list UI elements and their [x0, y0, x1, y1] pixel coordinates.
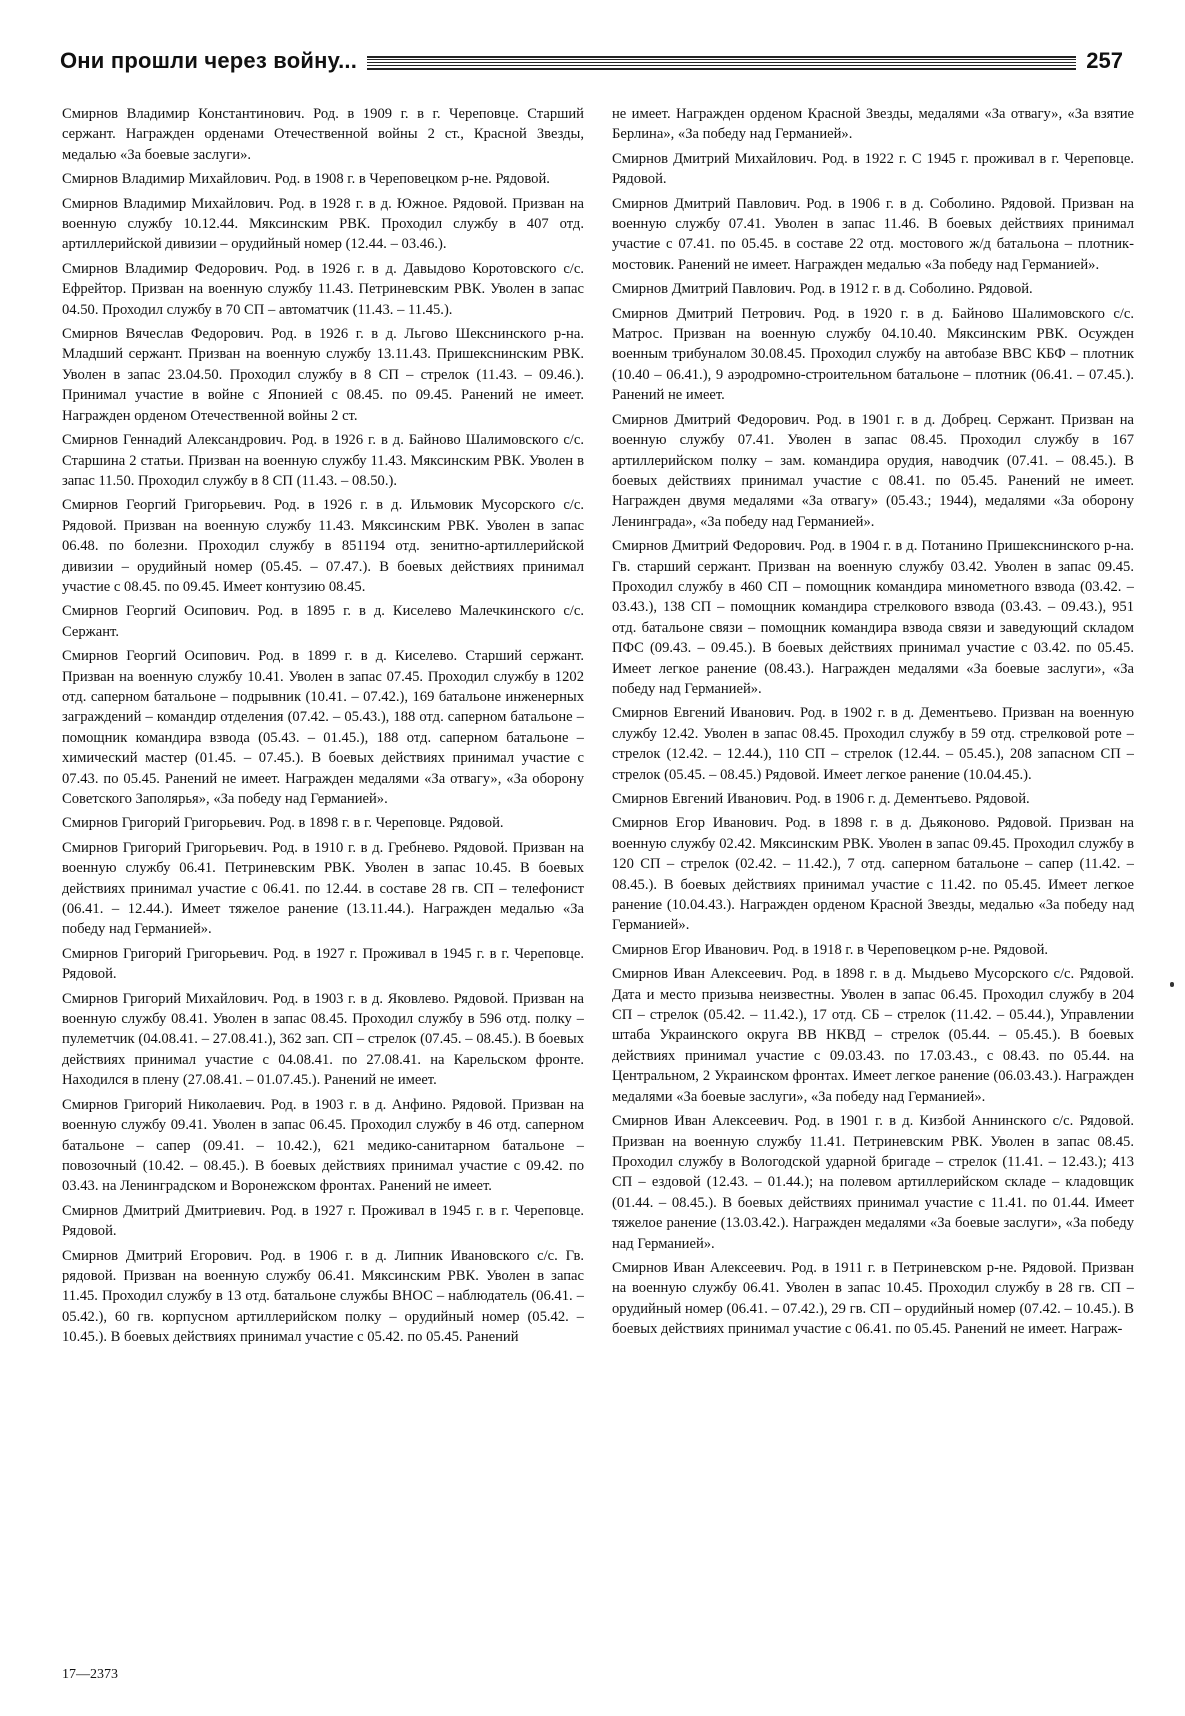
- entry: Смирнов Дмитрий Дмитриевич. Род. в 1927 г. Проживал в 1945 г. в г. Череповце. Рядовой.: [62, 1202, 584, 1240]
- running-header: [60, 44, 1123, 78]
- entry: Смирнов Дмитрий Федорович. Род. в 1904 г. в д. Потанино Пришекснинского р-на. Гв. старший сержант. Призван на военную службу 03.42. Уволен в запас 09.45. Проходил службу в 460 СП – помощник командира минометного взвода (03.42. – 03.43.), 138 СП – помощник командира стрелкового взвода (03.43. – 09.43.), 951 отд. батальоне связи – помощник командира взвода связи и заведующий складом ПФС (09.43. – 09.45.). В боевых действиях принимал участие с 03.42. по 05.45. Имеет легкое ранение (08.43.). Награжден медалями «За боевые заслуги», «За победу над Германией».: [612, 538, 1134, 697]
- entry: Смирнов Георгий Осипович. Род. в 1895 г. в д. Киселево Малечкинского с/с. Сержант.: [62, 603, 584, 640]
- entry: Смирнов Владимир Михайлович. Род. в 1928 г. в д. Южное. Рядовой. Призван на военную службу 10.12.44. Мяксинским РВК. Проходил службу в 407 отд. артиллерийской дивизии – орудийный номер (12.44. – 03.46.).: [62, 195, 584, 253]
- entry: Смирнов Геннадий Александрович. Род. в 1926 г. в д. Байново Шалимовского с/с. Старшина 2 статьи. Призван на военную службу 11.43. Мяксинским РВК. Уволен в запас 11.50. Проходил службу в 8 СП (11.43. – 08.50.).: [62, 432, 584, 489]
- entry: Смирнов Иван Алексеевич. Род. в 1901 г. в д. Кизбой Аннинского с/с. Рядовой. Призван на военную службу 11.41. Петриневским РВК. Уволен в запас 08.45. Проходил службу в Вологодской ударной бригаде – стрелок (11.41. – 12.43.); 413 СП – ездовой (12.43. – 01.44.); на полевом артиллерийском складе – кладовщик (01.44. – 08.45.). В боевых действиях принимал участие с 11.41. по 01.44. Имеет тяжелое ранение (13.03.42.). Награжден медалями «За боевые заслуги», «За победу над Германией».: [612, 1113, 1134, 1252]
- entry: Смирнов Егор Иванович. Род. в 1898 г. в д. Дьяконово. Рядовой. Призван на военную службу 02.42. Мяксинским РВК. Уволен в запас 09.45. Проходил службу в 120 СП – стрелок (02.42. – 11.42.), 7 отд. саперном батальоне – сапер (11.42. – 08.45.). В боевых действиях принимал участие с 11.42. по 05.45. Имеет легкое ранение (10.04.43.). Награжден орденом Красной Звезды, медалью «За победу над Германией».: [612, 815, 1134, 934]
- entry: Смирнов Иван Алексеевич. Род. в 1898 г. в д. Мыдьево Мусорского с/с. Рядовой. Дата и место призыва неизвестны. Уволен в запас 06.45. Проходил службу в 204 СП – стрелок (05.42. – 11.42.), 17 отд. СБ – стрелок (11.42. – 05.44.), Управлении штаба Украинского округа ВВ НКВД – стрелок (05.44. – 05.45.). В боевых действиях принимал участие с 09.03.43. по 17.03.43., с 08.43. по 05.44. на Центральном, 2 Украинском фронтах. Имеет легкое ранение (06.03.43.). Награжден медалями «За боевые заслуги», «За победу над Германией».: [612, 966, 1134, 1105]
- entry: Смирнов Дмитрий Егорович. Род. в 1906 г. в д. Липник Ивановского с/с. Гв. рядовой. Призван на военную службу 06.41. Мяксинским РВК. Уволен в запас 11.45. Проходил службу в 13 отд. батальоне службы ВНОС – наблюдатель (06.41. – 05.42.), 60 гв. корпусном артиллерийском полку – орудийный номер (05.42. – 10.45.). В боевых действиях принимал участие с 05.42. по 05.45. Ранений: [62, 1247, 584, 1346]
- entry: Смирнов Дмитрий Михайлович. Род. в 1922 г. С 1945 г. проживал в г. Череповце. Рядовой.: [612, 150, 1134, 188]
- entry: Смирнов Дмитрий Федорович. Род. в 1901 г. в д. Добрец. Сержант. Призван на военную службу 07.41. Уволен в запас 08.45. Проходил службу в 167 артиллерийском полку – зам. командира орудия, наводчик (07.41. – 08.45.). В боевых действиях принимал участие с 08.41. по 05.45. Ранений не имеет. Награжден двумя медалями «За отвагу» (05.43.; 1944), медалями «За оборону Ленинграда», «За победу над Германией».: [612, 411, 1134, 530]
- entry: Смирнов Георгий Осипович. Род. в 1899 г. в д. Киселево. Старший сержант. Призван на военную службу 10.41. Уволен в запас 07.45. Проходил службу в 1202 отд. саперном батальоне – подрывник (10.41. – 07.42.), 169 батальоне инженерных заграждений – командир отделения (07.42. – 05.43.), 188 отд. саперном батальоне – помощник командира взвода (05.43. – 01.45.), 188 отд. саперном батальоне – химический мастер (01.45. – 07.45.). В боевых действиях принимал участие с 07.43. по 05.45. Ранений не имеет. Награжден медалями «За отвагу», «За оборону Советского Заполярья», «За победу над Германией».: [62, 648, 584, 807]
- left-column: [62, 104, 584, 1664]
- entry: Смирнов Егор Иванович. Род. в 1918 г. в Череповецком р-не. Рядовой.: [612, 941, 1049, 958]
- entry: Смирнов Владимир Федорович. Род. в 1926 г. в д. Давыдово Коротовского с/с. Ефрейтор. Призван на военную службу 11.43. Петриневским РВК. Уволен в запас 04.50. Проходил службу в 70 СП – автоматчик (11.43. – 11.45.).: [62, 260, 584, 318]
- entry: Смирнов Владимир Михайлович. Род. в 1908 г. в Череповецком р-не. Рядовой.: [62, 171, 550, 188]
- entry: Смирнов Григорий Николаевич. Род. в 1903 г. в д. Анфино. Рядовой. Призван на военную службу 09.41. Уволен в запас 06.45. Проходил службу в 46 отд. саперном батальоне – сапер (09.41. – 10.42.), 621 медико-санитарном батальоне – повозочный (10.42. – 08.45.). В боевых действиях принимал участие с 09.42. по 03.43. на Ленинградском и Воронежском фронтах. Ранений не имеет.: [62, 1096, 584, 1195]
- entry: Смирнов Вячеслав Федорович. Род. в 1926 г. в д. Льгово Шекснинского р-на. Младший сержант. Призван на военную службу 13.11.43. Пришекснинским РВК. Уволен в запас 23.04.50. Проходил службу в 8 СП – стрелок (11.43. – 09.46.). Принимал участие в войне с Японией с 08.45. по 09.45. Ранений не имеет. Награжден орденом Отечественной войны 2 ст.: [62, 326, 584, 424]
- entry: Смирнов Дмитрий Павлович. Род. в 1912 г. в д. Соболино. Рядовой.: [612, 281, 1033, 298]
- entry: не имеет. Награжден орденом Красной Звезды, медалями «За отвагу», «За взятие Берлина», «За победу над Германией».: [612, 106, 1134, 143]
- entry: Смирнов Григорий Григорьевич. Род. в 1898 г. в г. Череповце. Рядовой.: [62, 815, 504, 832]
- entry: Смирнов Дмитрий Петрович. Род. в 1920 г. в д. Байново Шалимовского с/с. Матрос. Призван на военную службу 04.10.40. Мяксинским РВК. Осужден военным трибуналом 30.08.45. Проходил службу на автобазе ВВС КБФ – плотник (10.40 – 06.41.), 9 аэродромно-строительном батальоне – плотник (06.41. – 07.45.). Ранений не имеет.: [612, 305, 1134, 404]
- entry: Смирнов Владимир Константинович. Род. в 1909 г. в г. Череповце. Старший сержант. Награжден орденами Отечественной войны 2 ст., Красной Звезды, медалью «За боевые заслуги».: [62, 106, 584, 163]
- entry: Смирнов Дмитрий Павлович. Род. в 1906 г. в д. Соболино. Рядовой. Призван на военную службу 07.41. Уволен в запас 11.46. В боевых действиях принимал участие с 07.41. по 05.45. в составе 22 отд. мостового ж/д батальона – плотник-мостовик. Ранений не имеет. Награжден медалью «За победу над Германией».: [612, 195, 1134, 273]
- entry: Смирнов Григорий Григорьевич. Род. в 1910 г. в д. Гребнево. Рядовой. Призван на военную службу 06.41. Петриневским РВК. Уволен в запас 10.45. В боевых действиях принимал участие с 06.41. по 12.44. в составе 28 гв. СП – телефонист (06.41. – 12.44.). Имеет тяжелое ранение (13.11.44.). Награжден медалью «За победу над Германией».: [62, 839, 584, 938]
- entry: Смирнов Иван Алексеевич. Род. в 1911 г. в Петриневском р-не. Рядовой. Призван на военную службу 06.41. Уволен в запас 10.45. Проходил службу в 28 гв. СП – орудийный номер (06.41. – 07.42.), 29 гв. СП – орудийный номер (07.42. – 10.45.). В боевых действиях принимал участие с 06.41. по 05.45. Ранений не имеет. Награж-: [612, 1259, 1134, 1338]
- printer-signature: 17—2373: [62, 1667, 118, 1682]
- entry: Смирнов Георгий Григорьевич. Род. в 1926 г. в д. Ильмовик Мусорского с/с. Рядовой. Призван на военную службу 11.43. Мяксинским РВК. Уволен в запас 06.48. по болезни. Проходил службу в 851194 отд. зенитно-артиллерийской дивизии – орудийный номер (05.45. – 07.47.). В боевых действиях принимал участие с 08.45. по 09.45. Имеет контузию 08.45.: [62, 497, 584, 595]
- entry: Смирнов Григорий Михайлович. Род. в 1903 г. в д. Яковлево. Рядовой. Призван на военную службу 08.41. Уволен в запас 08.45. Проходил службу в 596 отд. полку – пулеметчик (04.08.41. – 27.08.41.), 362 зап. СП – стрелок (07.45. – 08.45.). В боевых действиях принимал участие с 04.08.41. по 27.08.41. на Карельском фронте. Находился в плену (27.08.41. – 01.07.45.). Ранений не имеет.: [62, 990, 584, 1089]
- entry: Смирнов Евгений Иванович. Род. в 1906 г. д. Дементьево. Рядовой.: [612, 791, 1030, 807]
- page-number: 257: [1086, 48, 1123, 73]
- entry: Смирнов Евгений Иванович. Род. в 1902 г. в д. Дементьево. Призван на военную службу 12.42. Уволен в запас 08.45. Проходил службу в 59 отд. стрелковой роте – стрелок (12.42. – 12.44.), 110 СП – стрелок (12.44. – 05.45.), 208 запасном СП – стрелок (05.45. – 08.45.) Рядовой. Имеет легкое ранение (10.04.45.).: [612, 705, 1134, 783]
- running-title: Они прошли через войну...: [60, 48, 358, 73]
- right-column: [612, 104, 1134, 1664]
- print-speck: [1170, 982, 1174, 987]
- entry: Смирнов Григорий Григорьевич. Род. в 1927 г. Проживал в 1945 г. в г. Череповце. Рядовой.: [62, 945, 584, 983]
- header-rule: [367, 56, 1076, 70]
